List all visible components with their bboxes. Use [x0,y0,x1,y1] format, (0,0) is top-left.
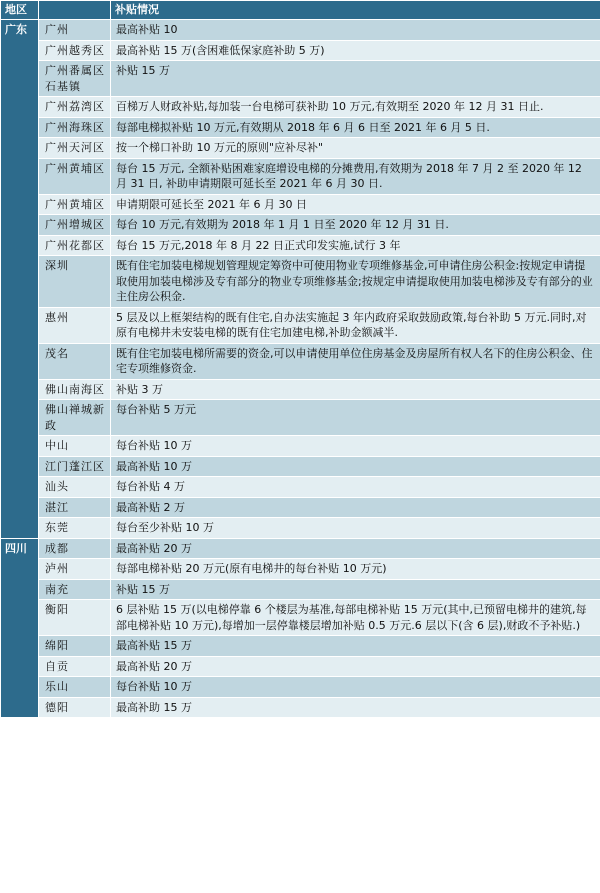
table-row [1,538,600,559]
subsidy-cell: 最高补贴 10 [111,20,600,41]
city-cell: 江门蓬江区 [39,456,111,477]
table-row [1,677,600,698]
subsidy-cell: 每台补贴 5 万元 [111,400,600,436]
table-row [1,256,600,308]
city-cell: 湛江 [39,497,111,518]
city-cell: 广州海珠区 [39,117,111,138]
table-row [1,477,600,498]
table-row [1,117,600,138]
subsidy-cell: 最高补贴 20 万 [111,656,600,677]
subsidy-cell: 最高补贴 15 万 [111,636,600,657]
city-cell: 广州番属区石基镇 [39,61,111,97]
city-cell: 广州荔湾区 [39,97,111,118]
table-row [1,97,600,118]
table-row [1,61,600,97]
table-row [1,138,600,159]
city-cell: 茂名 [39,343,111,379]
city-cell: 广州黄埔区 [39,194,111,215]
city-cell: 广州黄埔区 [39,158,111,194]
region-cell: 广东 [1,20,39,539]
subsidy-cell: 最高补助 15 万 [111,697,600,718]
city-cell: 广州花都区 [39,235,111,256]
city-cell: 广州 [39,20,111,41]
city-cell: 广州天河区 [39,138,111,159]
table-row [1,636,600,657]
city-cell: 深圳 [39,256,111,308]
subsidy-cell: 既有住宅加装电梯规划管理规定筹资中可使用物业专项维修基金,可申请住房公积金:按规定申请提取使用加装电梯涉及专有部分的物业专项维修基金;按规定申请提取使用加装电梯涉及专有部分的业主住房公积金. [111,256,600,308]
subsidy-cell: 补贴 15 万 [111,61,600,97]
table-row [1,518,600,539]
subsidy-cell: 最高补贴 2 万 [111,497,600,518]
subsidy-cell: 每台至少补贴 10 万 [111,518,600,539]
table-row [1,194,600,215]
subsidy-cell: 申请期限可延长至 2021 年 6 月 30 日 [111,194,600,215]
city-cell: 南充 [39,579,111,600]
table-row [1,456,600,477]
table-row [1,343,600,379]
city-cell: 惠州 [39,307,111,343]
city-cell: 自贡 [39,656,111,677]
city-cell: 乐山 [39,677,111,698]
subsidy-cell: 补贴 15 万 [111,579,600,600]
table-row [1,600,600,636]
table-header-row [1,1,600,20]
table-row [1,497,600,518]
city-cell: 广州越秀区 [39,40,111,61]
table-row [1,579,600,600]
city-cell: 德阳 [39,697,111,718]
city-cell: 中山 [39,436,111,457]
city-cell: 佛山南海区 [39,379,111,400]
city-cell: 绵阳 [39,636,111,657]
subsidy-cell: 6 层补贴 15 万(以电梯停靠 6 个楼层为基准,每部电梯补贴 15 万元(其中,已预留电梯井的建筑,每部电梯补贴 10 万元),每增加一层停靠楼层增加补贴 0.5 万元.6 层以下(含 6 层),财政不予补贴.) [111,600,600,636]
subsidy-cell: 每部电梯补贴 20 万元(原有电梯井的每台补贴 10 万元) [111,559,600,580]
subsidy-cell: 每台 15 万元, 全额补贴困难家庭增设电梯的分摊费用,有效期为 2018 年 7 月 2 至 2020 年 12 月 31 日, 补助申请期限可延长至 2021 年 6 月 30 日. [111,158,600,194]
table-row [1,656,600,677]
table-row [1,235,600,256]
city-cell: 东莞 [39,518,111,539]
header-blank [39,1,111,20]
region-cell: 四川 [1,538,39,718]
subsidy-cell: 最高补贴 20 万 [111,538,600,559]
subsidy-cell: 每台补贴 10 万 [111,677,600,698]
header-region: 地区 [1,1,39,20]
city-cell: 汕头 [39,477,111,498]
table-row [1,436,600,457]
table-row [1,559,600,580]
table-row [1,697,600,718]
subsidy-cell: 每台补贴 10 万 [111,436,600,457]
subsidy-cell: 百梯万人财政补贴,每加装一台电梯可获补助 10 万元,有效期至 2020 年 12 月 31 日止. [111,97,600,118]
city-cell: 泸州 [39,559,111,580]
subsidy-cell: 最高补贴 10 万 [111,456,600,477]
subsidy-cell: 每台 10 万元,有效期为 2018 年 1 月 1 日至 2020 年 12 月 31 日. [111,215,600,236]
table-row [1,20,600,41]
table-row [1,307,600,343]
subsidy-cell: 既有住宅加装电梯所需要的资金,可以申请使用单位住房基金及房屋所有权人名下的住房公积金、住宅专项维修资金. [111,343,600,379]
city-cell: 成都 [39,538,111,559]
table-row [1,400,600,436]
subsidy-cell: 每台 15 万元,2018 年 8 月 22 日正式印发实施,试行 3 年 [111,235,600,256]
subsidy-cell: 最高补贴 15 万(含困难低保家庭补助 5 万) [111,40,600,61]
city-cell: 佛山禅城新政 [39,400,111,436]
table-row [1,40,600,61]
table-row [1,158,600,194]
city-cell: 衡阳 [39,600,111,636]
table-row [1,215,600,236]
subsidy-cell: 5 层及以上框架结构的既有住宅,自办法实施起 3 年内政府采取鼓励政策,每台补助 5 万元.同时,对原有电梯井未安装电梯的既有住宅加建电梯,补助金额减半. [111,307,600,343]
subsidy-cell: 每部电梯拟补贴 10 万元,有效期从 2018 年 6 月 6 日至 2021 年 6 月 5 日. [111,117,600,138]
subsidy-cell: 补贴 3 万 [111,379,600,400]
subsidy-cell: 每台补贴 4 万 [111,477,600,498]
subsidy-cell: 按一个梯口补助 10 万元的原则"应补尽补" [111,138,600,159]
city-cell: 广州增城区 [39,215,111,236]
table-body [1,20,600,718]
table-row [1,379,600,400]
header-subsidy: 补贴情况 [111,1,600,20]
